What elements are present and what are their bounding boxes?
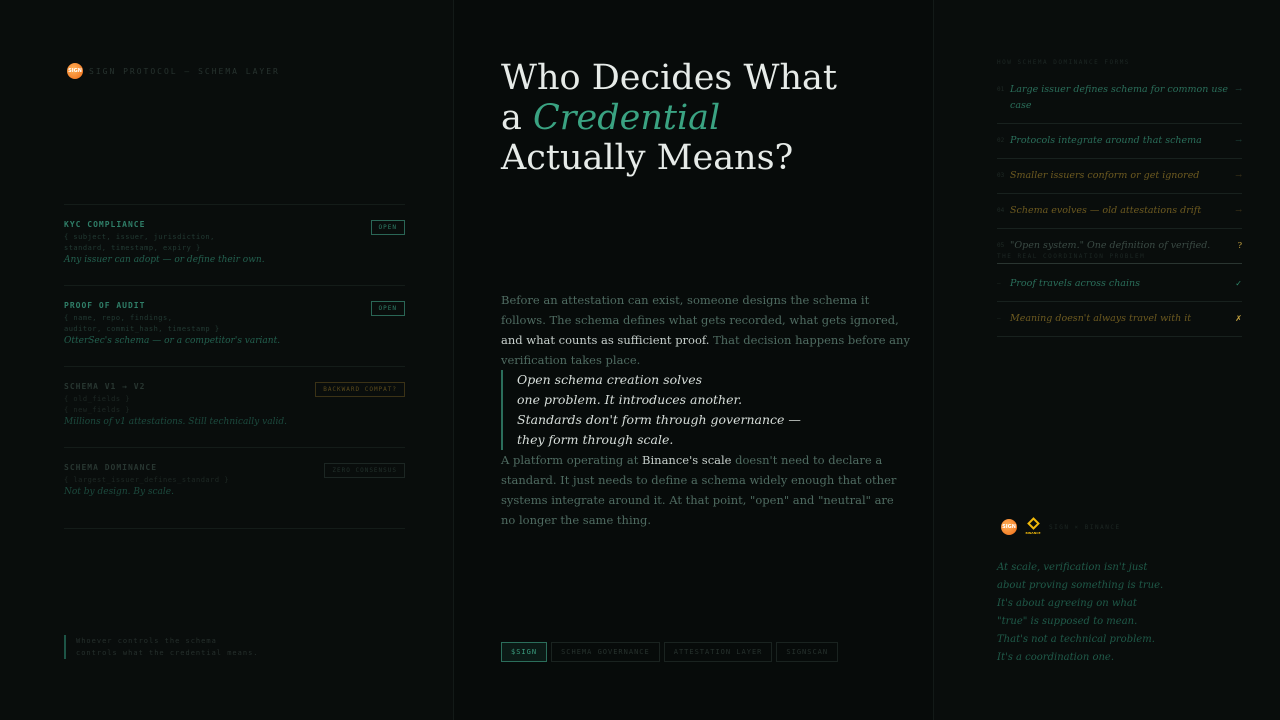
coordination-problems (997, 267, 1242, 337)
footer-quote-line: controls what the credential means. (76, 649, 259, 657)
paragraph-text: Before an attestation can exist, someone designs the schema it follows. The schema defines what gets recorded, what gets ignored, (501, 293, 899, 327)
paragraph (501, 450, 911, 530)
quote-line: they form through scale. (517, 432, 674, 447)
right-panel (934, 0, 1280, 720)
sign-logo-icon: SIGN (67, 63, 83, 79)
step-number: 05 (997, 242, 1005, 249)
main-panel (454, 0, 934, 720)
closing-line: about proving something is true. (997, 580, 1164, 591)
section-label: HOW SCHEMA DOMINANCE FORMS (997, 59, 1130, 66)
tag-sign[interactable]: $SIGN (501, 642, 547, 662)
step-number: 03 (997, 172, 1005, 179)
binance-wordmark: BINANCE (1025, 531, 1041, 535)
arrow-icon: → (1235, 85, 1242, 94)
paragraph-emphasis: and what counts as sufficient proof. (501, 333, 710, 347)
list-item (997, 194, 1242, 229)
status-badge: OPEN (371, 301, 405, 316)
status-badge: OPEN (371, 220, 405, 235)
quote-line: Standards don't form through governance — (517, 412, 801, 427)
schema-item-dominance[interactable] (64, 448, 405, 529)
schema-fields (64, 394, 405, 416)
schema-item-versioning[interactable] (64, 367, 405, 448)
tag-attestation-layer[interactable]: ATTESTATION LAYER (664, 642, 773, 662)
schema-title: SCHEMA DOMINANCE (64, 463, 158, 472)
paragraph-emphasis: Binance's scale (642, 453, 732, 467)
closing-line: It's a coordination one. (997, 652, 1115, 663)
question-icon: ? (1237, 241, 1242, 250)
schema-fields (64, 313, 405, 335)
footer-quote-line: Whoever controls the schema (76, 637, 217, 645)
paragraph-text: doesn't need to declare a standard. It just needs to define a schema widely enough that other systems integrate around it. At that point, "open" and "neutral" are no longer the same thing. (501, 453, 897, 527)
step-text: Large issuer defines schema for common use case (1010, 84, 1228, 111)
schema-fields-line: auditor, commit_hash, timestamp } (64, 325, 220, 333)
page-title (501, 58, 837, 178)
step-text: Schema evolves — old attestations drift (1010, 205, 1202, 216)
closing-line: It's about agreeing on what (997, 598, 1137, 609)
section-label: THE REAL COORDINATION PROBLEM (997, 253, 1146, 260)
list-item (997, 124, 1242, 159)
arrow-icon: → (1235, 171, 1242, 180)
title-line: Actually Means? (501, 138, 794, 178)
schema-fields-line: { name, repo, findings, (64, 314, 173, 322)
schema-fields-line: standard, timestamp, expiry } (64, 244, 201, 252)
item-text: Meaning doesn't always travel with it (1010, 313, 1192, 324)
closing-statement (997, 559, 1163, 667)
title-line: Who Decides What (501, 58, 837, 98)
step-text: Protocols integrate around that schema (1010, 135, 1202, 146)
item-dash: — (997, 280, 1001, 287)
schema-fields-line: { old_fields } (64, 395, 131, 403)
cross-icon: ✗ (1235, 314, 1242, 323)
paragraph-text: That decision happens before any verification takes place. (501, 333, 910, 367)
list-item (997, 302, 1242, 337)
step-number: 01 (997, 86, 1005, 93)
paragraph (501, 290, 911, 370)
check-icon: ✓ (1235, 279, 1242, 288)
schema-note: Millions of v1 attestations. Still technically valid. (64, 417, 287, 427)
schema-title: KYC COMPLIANCE (64, 220, 146, 229)
binance-diamond-icon (1027, 517, 1040, 530)
quote-line: one problem. It introduces another. (517, 392, 743, 407)
sign-logo-icon: SIGN (1001, 519, 1017, 535)
list-item (997, 73, 1242, 124)
schema-title: SCHEMA V1 → V2 (64, 382, 146, 391)
schema-note: OtterSec's schema — or a competitor's variant. (64, 336, 281, 346)
schema-list (64, 204, 405, 529)
brand-label: SIGN PROTOCOL — SCHEMA LAYER (89, 66, 280, 76)
left-panel (0, 0, 454, 720)
schema-item-audit[interactable] (64, 286, 405, 367)
partners-label: SIGN × BINANCE (1049, 523, 1121, 531)
title-accent: Credential (533, 98, 721, 138)
closing-line: That's not a technical problem. (997, 634, 1155, 645)
arrow-icon: → (1235, 136, 1242, 145)
schema-item-kyc[interactable] (64, 205, 405, 286)
closing-line: "true" is supposed to mean. (997, 616, 1138, 627)
binance-logo-icon (1023, 517, 1043, 537)
tag-list (501, 642, 838, 662)
article-body (501, 290, 911, 530)
schema-fields (64, 232, 405, 254)
tag-schema-governance[interactable]: SCHEMA GOVERNANCE (551, 642, 660, 662)
step-text: Smaller issuers conform or get ignored (1010, 170, 1200, 181)
brand (67, 63, 280, 79)
schema-note: Any issuer can adopt — or define their own. (64, 255, 265, 265)
schema-fields-line: { new_fields } (64, 406, 131, 414)
status-badge: ZERO CONSENSUS (324, 463, 405, 478)
closing-line: At scale, verification isn't just (997, 562, 1148, 573)
tag-signscan[interactable]: SIGNSCAN (776, 642, 838, 662)
list-item (997, 159, 1242, 194)
step-number: 04 (997, 207, 1005, 214)
schema-note: Not by design. By scale. (64, 487, 174, 497)
quote-line: Open schema creation solves (517, 372, 703, 387)
schema-fields-line: { largest_issuer_defines_standard } (64, 476, 230, 484)
step-number: 02 (997, 137, 1005, 144)
status-badge: BACKWARD COMPAT? (315, 382, 405, 397)
item-text: Proof travels across chains (1010, 278, 1141, 289)
partner-logos (1001, 517, 1121, 537)
arrow-icon: → (1235, 206, 1242, 215)
step-text: "Open system." One definition of verified. (1010, 240, 1211, 251)
schema-fields-line: { subject, issuer, jurisdiction, (64, 233, 215, 241)
footer-quote (64, 635, 259, 659)
list-item (997, 267, 1242, 302)
schema-title: PROOF OF AUDIT (64, 301, 146, 310)
item-dash: — (997, 315, 1001, 322)
title-line: a (501, 98, 533, 138)
paragraph-text: A platform operating at (501, 453, 639, 467)
dominance-steps (997, 73, 1242, 264)
pull-quote (501, 370, 911, 450)
